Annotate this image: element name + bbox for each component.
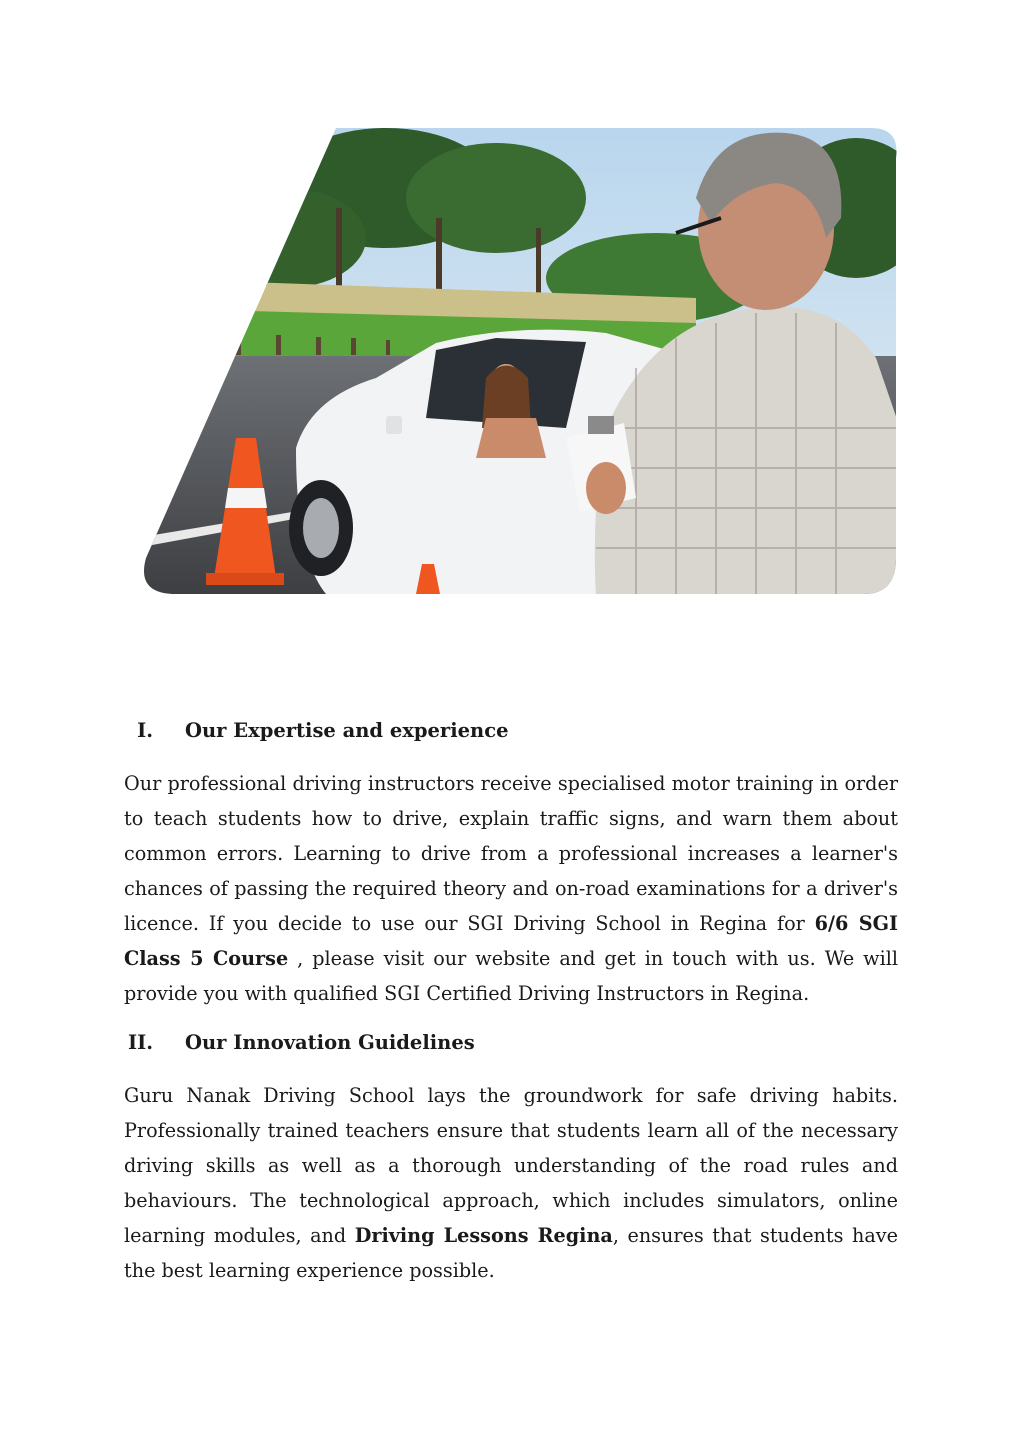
paragraph-innovation: Guru Nanak Driving School lays the groundwork for safe driving habits. Professionally trained teachers ensure that students learn all of the necessary driving skills as well as a thorough understanding of the road rules and behaviours. The technological approach, which includes simulators, online learning modules, and Driving Lessons Regina, ensures that students have the best learning experience possible. [124,1084,898,1282]
paragraph-expertise: Our professional driving instructors receive specialised motor training in order to teach students how to drive, explain traffic signs, and warn them about common errors. Learning to drive from a professional increases a learner's chances of passing the required theory and on-road examinations for a driver's licence. If you decide to use our SGI Driving School in Regina for 6/6 SGI Class 5 Course , please visit our website and get in touch with us. We will provide you with qualified SGI Certified Driving Instructors in Regina. [124,772,899,1005]
lessons-name: Driving Lessons Regina [354,1224,613,1247]
course-name: 6/6 SGI Class 5 Course [124,912,898,970]
section-heading-innovation [124,1028,898,1058]
section-number: II. [127,1031,153,1054]
section-title: Our Expertise and experience [185,719,509,742]
section-heading-expertise [124,716,898,746]
document-body [124,716,898,1288]
driving-lesson-photo [136,128,900,598]
section-title: Our Innovation Guidelines [185,1031,475,1054]
section-number: I. [137,719,153,742]
